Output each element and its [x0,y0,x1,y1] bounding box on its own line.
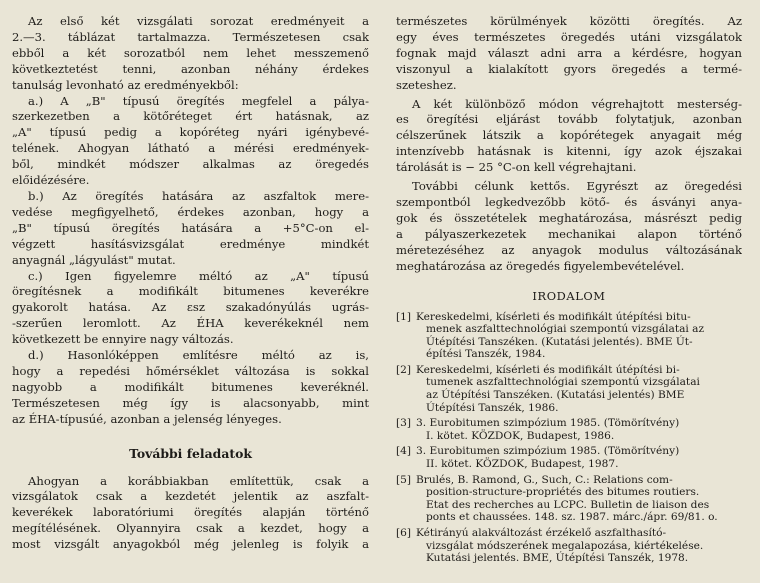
right-column [396,14,742,583]
text-line: az ÉHA-típusúé, azonban a jelenség lényeges. [12,411,282,426]
reference-item [396,417,742,442]
text-line: d.) Hasonlóképpen említésre méltó az is, [28,348,369,363]
text-line: Természetesen még így is alacsonyabb, mint [12,395,369,410]
paragraph-intro [12,14,369,94]
paragraph-b [12,189,369,269]
paragraph-a [12,94,369,189]
text-line: végzett hasításvizsgálat eredménye mindkét [12,236,369,251]
reference-line: Kétirányú alakváltozást érzékelő aszfalthasító- [416,527,667,539]
reference-item [396,474,742,524]
reference-number: [2] [396,363,412,376]
references-title: IRODALOM [532,288,606,303]
reference-line: 3. Eurobitumen szimpózium 1985. (Tömörítvény) [416,445,680,458]
text-line: a.) A „B" típusú öregítés megfelel a pálya- [28,93,369,108]
reference-item [396,445,742,470]
text-line: szerkezetben a kötőréteget ért hatásnak, az [12,109,369,124]
text-line: telének. Ahogyan látható a mérési eredmények- [12,141,369,156]
paragraph-final [12,474,369,554]
reference-number: [5] [396,473,412,486]
text-line: természetes körülmények közötti öregítés. Az [396,14,742,28]
reference-line: Etat des recherches au LCPC. Bulletin de liaison des [426,498,710,511]
reference-line: Útépítési Tanszéken. (Kutatási jelentés). BME Út- [426,335,693,348]
text-line: megítélésének. Olyannyira csak a kezdet, hogy a [12,521,369,536]
text-line: méretezéséhez az anyagok modulus változásának [396,242,742,257]
paragraph-natural-aging [396,14,742,94]
text-line: anyagnál „lágyulást" mutat. [12,252,176,267]
text-line: -szerűen leromlott. Az ÉHA keverékeknél nem [12,316,369,331]
text-line: b.) Az öregítés hatására az aszfaltok mere- [28,188,369,203]
text-line: es öregítési eljárást tovább folytatjuk, azonban [396,112,742,127]
reference-number: [3] [396,417,412,430]
text-line: Ahogyan a korábbiakban említettük, csak a [28,473,369,488]
text-line: gyakorolt hatása. Az εsz szakadónyúlás ugrás- [12,300,369,315]
paragraph-artificial-aging [396,97,742,177]
reference-line: I. kötet. KÖZDOK, Budapest, 1986. [426,429,615,442]
text-line: öregítésnek a modifikált bitumenes keverékre [12,284,369,299]
paragraph-c [12,269,369,349]
text-line: fognak majd választ adni arra a kérdésre, hogyan [396,45,742,60]
text-line: célszerűnek látszik a kopórétegek anyagait még [396,128,742,143]
reference-line: vizsgálat módszerének megalapozása, kiértékelése. [426,539,704,552]
text-line: most vizsgált anyagokból még jelenleg is folyik a [12,537,369,552]
reference-line: az Útépítési Tanszéken. (Kutatási jelentés) BME [426,389,685,402]
reference-item [396,311,742,361]
text-line: a pályaszerkezetek mechanikai alapon történő [396,226,742,241]
text-line: tanulság levonható az eredményekből: [12,77,239,92]
reference-line: tumenek aszfalttechnológiai szempontú vizsgálatai [426,376,700,389]
text-line: szeteshez. [396,77,457,92]
text-line: viszonyul a kialakított gyors öregedés a termé- [396,61,742,76]
reference-line: Kereskedelmi, kísérleti és modifikált útépítési bitu- [416,310,691,323]
text-line: vizsgálatok csak a kezdetét jelentik az aszfalt- [12,489,369,504]
reference-number: [4] [396,445,412,458]
text-line: következtetést tenni, azonban néhány érdekes [12,61,369,76]
reference-line: II. kötet. KÖZDOK, Budapest, 1987. [426,458,619,471]
reference-line: position-structure-propriétés des bitumes routiers. [426,486,700,499]
reference-line: 3. Eurobitumen szimpózium 1985. (Tömörítvény) [416,417,680,430]
reference-item [396,364,742,414]
reference-line: ponts et chaussées. 148. sz. 1987. márc./ápr. 69/81. o. [426,511,718,524]
reference-item [396,527,742,565]
text-line: „B" típusú öregítés hatására a +5°C-on el- [12,220,369,235]
text-line: Az első két vizsgálati sorozat eredményeit a [28,14,369,28]
text-line: meghatározása az öregedés figyelembevételével. [396,258,685,273]
text-line: „A" típusú pedig a kopóréteg nyári igénybevé- [12,125,369,140]
reference-list [396,311,742,565]
paragraph-goals [396,179,742,274]
text-line: vedése megfigyelhető, érdekes azonban, hogy a [12,204,369,219]
section-heading: További feladatok [129,445,252,461]
text-line: következett be ennyire nagy változás. [12,332,234,347]
text-line: nagyobb a modifikált bitumenes keveréknél. [12,379,369,394]
paragraph-d [12,348,369,428]
text-line: keverékek laboratóriumi öregítés alapján történő [12,505,369,520]
reference-number: [1] [396,310,412,323]
text-line: ből, mindkét módszer alkalmas az öregedés [12,157,369,172]
text-line: ebből a két sorozatból nem lehet messzemenő [12,45,369,60]
text-line: egy éves természetes öregedés utáni vizsgálatok [396,29,742,44]
reference-line: Útépítési Tanszék, 1986. [426,401,559,414]
text-line: előidézésére. [12,173,90,188]
text-line: A két különböző módon végrehajtott mesterség- [412,96,742,111]
reference-line: Kutatási jelentés. BME, Útépítési Tanszék, 1978. [426,552,689,565]
text-line: 2.—3. táblázat tartalmazza. Természetesen csak [12,29,369,44]
text-line: intenzívebb hatásnak is kitenni, így azok éjszakai [396,144,742,159]
reference-line: építési Tanszék, 1984. [426,348,546,361]
reference-line: Brulés, B. Ramond, G., Such, C.: Relations com- [416,473,673,486]
text-line: c.) Igen figyelemre méltó az „A" típusú [28,268,369,283]
text-line: További célunk kettős. Egyrészt az öregedési [412,179,742,194]
text-line: tárolását is − 25 °C-on kell végrehajtani. [396,160,637,175]
reference-number: [6] [396,527,412,539]
text-line: szempontból legkedvezőbb kötő- és ásványi anya- [396,194,742,209]
left-column [12,14,369,583]
text-line: gok és összetételek meghatározása, másrészt pedig [396,210,742,225]
text-line: hogy a repedési hőmérséklet változása is sokkal [12,363,369,378]
reference-line: Kereskedelmi, kísérleti és modifikált útépítési bi- [416,363,680,376]
reference-line: menek aszfalttechnológiai szempontú vizsgálatai az [426,323,705,336]
